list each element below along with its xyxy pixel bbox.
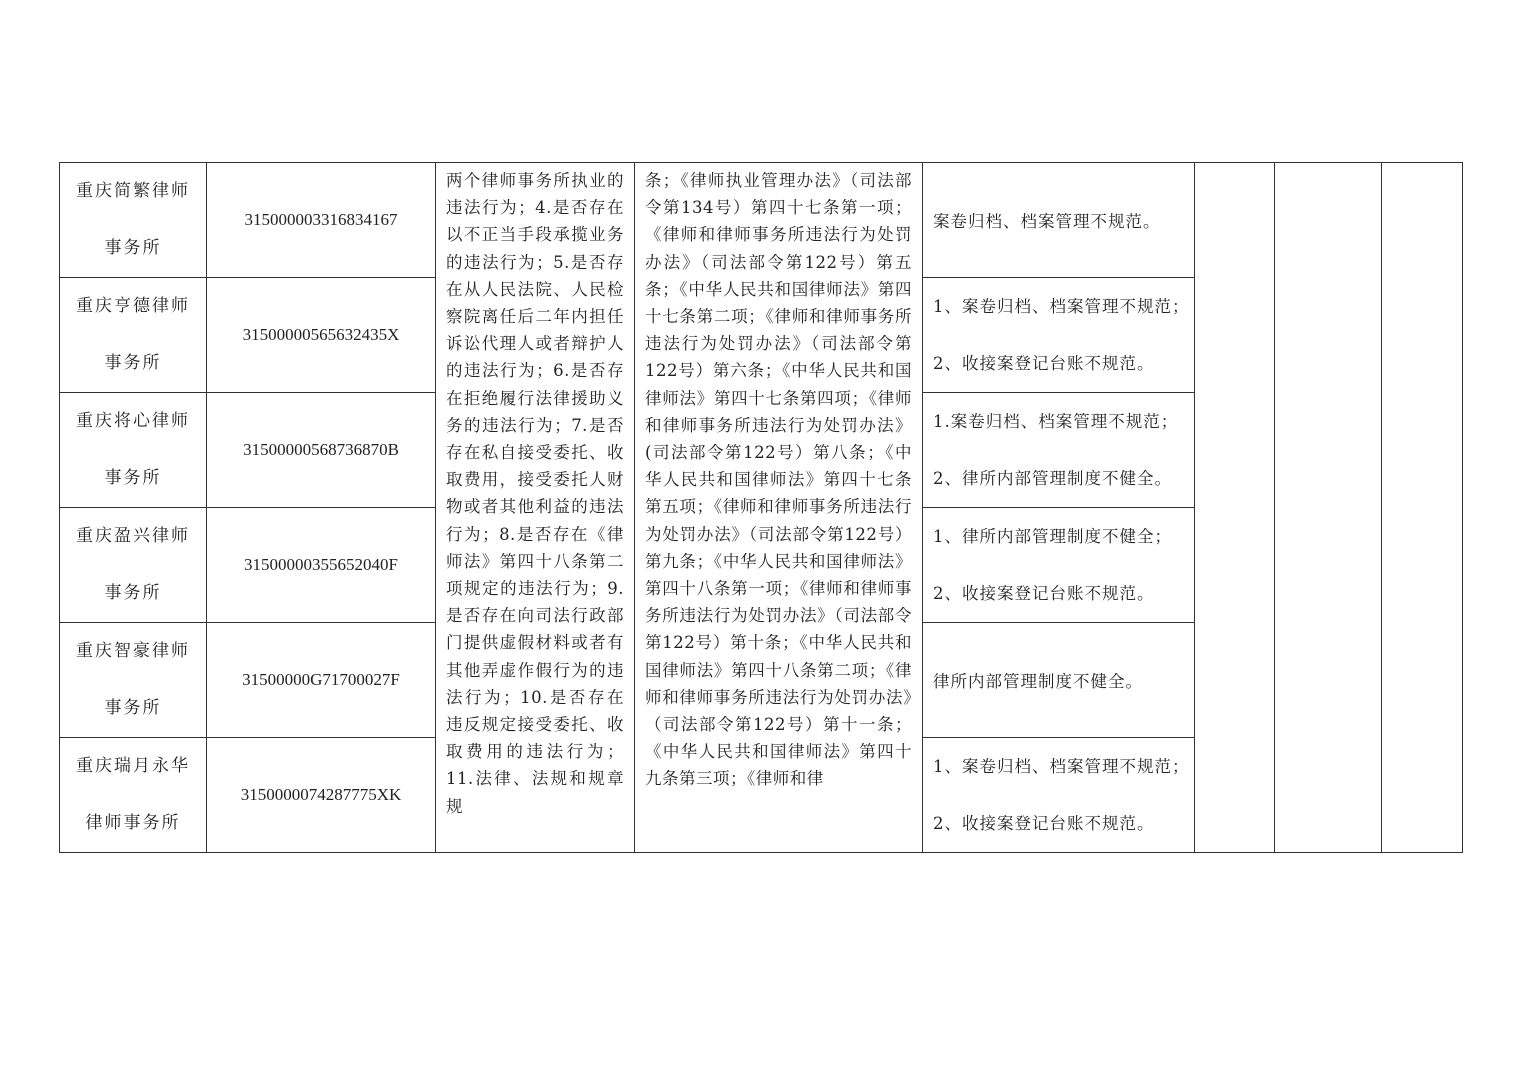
firm-name-cell [60,278,207,393]
blank-cell [1275,163,1382,853]
firm-name-line1: 重庆智豪律师 [76,641,190,661]
legal-basis-cell [635,163,923,853]
firm-name-line2: 事务所 [104,238,162,258]
firm-name-line2: 事务所 [104,468,162,488]
firm-name-line1: 重庆将心律师 [76,411,190,431]
firm-name-cell [60,393,207,508]
issue-line: 1、案卷归档、档案管理不规范； [933,297,1190,316]
table-row [60,163,1463,278]
issues-cell [923,278,1195,393]
issues-cell [923,508,1195,623]
credit-code: 31500000G71700027F [207,623,436,738]
firm-name-line1: 重庆盈兴律师 [76,526,190,546]
issues-cell [923,163,1195,278]
firm-name-line1: 重庆简繁律师 [76,181,190,201]
issue-line: 2、收接案登记台账不规范。 [933,584,1155,603]
firm-name-line2: 事务所 [104,583,162,603]
firm-name-cell [60,508,207,623]
issue-line: 1、律所内部管理制度不健全； [933,527,1172,546]
firm-name-cell [60,623,207,738]
firm-name-cell [60,738,207,853]
inspection-items-text: 两个律师事务所执业的违法行为；4.是否存在以不正当手段承揽业务的违法行为；5.是否存在从人民法院、人民检察院离任后二年内担任诉讼代理人或者辩护人的违法行为；6.是否存在拒绝履行法律援助义务的违法行为；7.是否存在私自接受委托、收取费用，接受委托人财物或者其他利益的违法行为；8.是否存在《律师法》第四十八条第二项规定的违法行为；9.是否存在向司法行政部门提供虚假材料或者有其他弄虚作假行为的违法行为；10.是否存在违反规定接受委托、收取费用的违法行为；11.法律、法规和规章规 [446,171,624,816]
inspection-table [59,162,1463,853]
issue-line: 案卷归档、档案管理不规范。 [933,212,1161,231]
firm-name-line2: 事务所 [104,698,162,718]
issues-cell [923,393,1195,508]
issue-line: 2、收接案登记台账不规范。 [933,354,1155,373]
issue-line: 1.案卷归档、档案管理不规范； [933,412,1179,431]
issues-cell [923,623,1195,738]
issue-line: 1、案卷归档、档案管理不规范； [933,757,1190,776]
firm-name-line2: 事务所 [104,353,162,373]
inspection-items-cell [436,163,635,853]
issue-line: 2、收接案登记台账不规范。 [933,814,1155,833]
blank-cell [1382,163,1463,853]
credit-code: 31500000355652040F [207,508,436,623]
issue-line: 律所内部管理制度不健全。 [933,672,1143,691]
blank-cell [1195,163,1275,853]
legal-basis-text: 条；《律师执业管理办法》（司法部令第134号）第四十七条第一项；《律师和律师事务所违法行为处罚办法》（司法部令第122号）第五条；《中华人民共和国律师法》第四十七条第二项；《律师和律师事务所违法行为处罚办法》（司法部令第122号）第六条；《中华人民共和国律师法》第四十七条第四项；《律师和律师事务所违法行为处罚办法》(司法部令第122号）第八条；《中华人民共和国律师法》第四十七条第五项；《律师和律师事务所违法行为处罚办法》（司法部令第122号）第九条；《中华人民共和国律师法》第四十八条第一项；《律师和律师事务所违法行为处罚办法》（司法部令第122号）第十条；《中华人民共和国律师法》第四十八条第二项；《律师和律师事务所违法行为处罚办法》（司法部令第122号）第十一条；《中华人民共和国律师法》第四十九条第三项；《律师和律 [645,171,912,789]
credit-code: 31500000565632435X [207,278,436,393]
issue-line: 2、律所内部管理制度不健全。 [933,469,1172,488]
firm-name-line2: 律师事务所 [85,813,181,833]
credit-code: 3150000074287775XK [207,738,436,853]
firm-name-cell [60,163,207,278]
credit-code: 315000003316834167 [207,163,436,278]
issues-cell [923,738,1195,853]
firm-name-line1: 重庆瑞月永华 [76,756,190,776]
credit-code: 31500000568736870B [207,393,436,508]
firm-name-line1: 重庆亨德律师 [76,296,190,316]
